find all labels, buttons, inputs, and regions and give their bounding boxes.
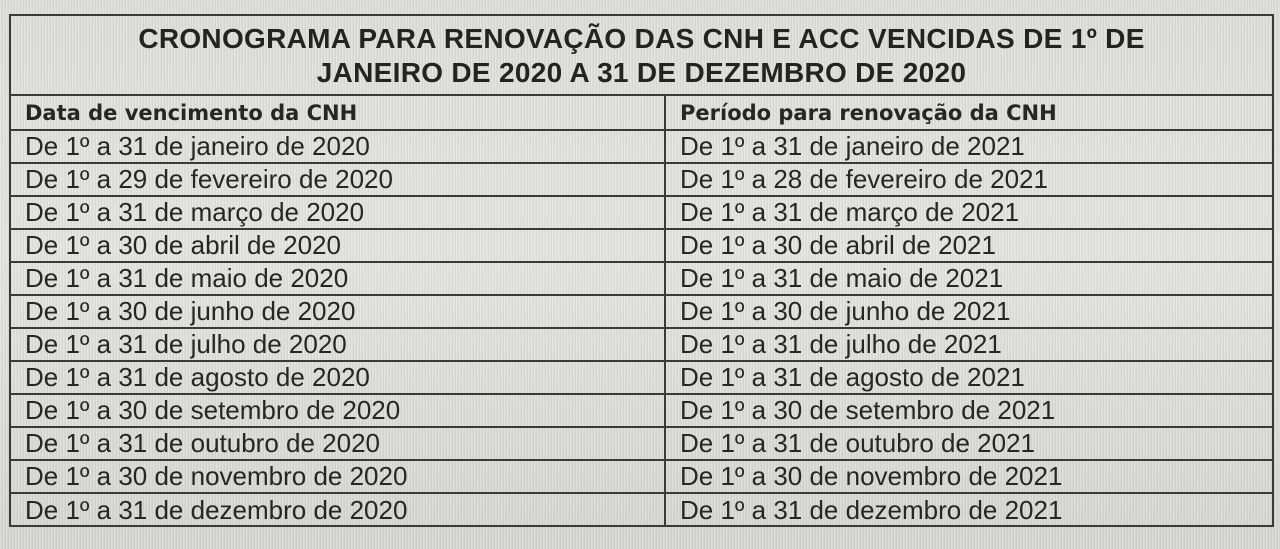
table-row [11, 163, 1272, 196]
table-row [11, 460, 1272, 493]
table-row [11, 427, 1272, 460]
table-header-row [11, 95, 1272, 130]
renewal-schedule-table [11, 94, 1272, 526]
renewal-period-cell: De 1º a 31 de outubro de 2021 [665, 427, 1272, 460]
table-row [11, 130, 1272, 163]
expiry-date-cell: De 1º a 31 de agosto de 2020 [11, 361, 665, 394]
expiry-date-cell: De 1º a 30 de abril de 2020 [11, 229, 665, 262]
column-header-renewal-period: Período para renovação da CNH [665, 95, 1272, 130]
renewal-period-cell: De 1º a 30 de junho de 2021 [665, 295, 1272, 328]
expiry-date-cell: De 1º a 30 de junho de 2020 [11, 295, 665, 328]
expiry-date-cell: De 1º a 31 de dezembro de 2020 [11, 493, 665, 526]
document-title [11, 16, 1272, 94]
renewal-period-cell: De 1º a 31 de julho de 2021 [665, 328, 1272, 361]
renewal-period-cell: De 1º a 31 de janeiro de 2021 [665, 130, 1272, 163]
renewal-period-cell: De 1º a 30 de setembro de 2021 [665, 394, 1272, 427]
table-row [11, 229, 1272, 262]
expiry-date-cell: De 1º a 31 de julho de 2020 [11, 328, 665, 361]
renewal-period-cell: De 1º a 31 de dezembro de 2021 [665, 493, 1272, 526]
table-row [11, 394, 1272, 427]
table-row [11, 493, 1272, 526]
renewal-period-cell: De 1º a 30 de novembro de 2021 [665, 460, 1272, 493]
renewal-period-cell: De 1º a 31 de maio de 2021 [665, 262, 1272, 295]
schedule-frame [9, 14, 1274, 527]
expiry-date-cell: De 1º a 30 de setembro de 2020 [11, 394, 665, 427]
table-row [11, 262, 1272, 295]
expiry-date-cell: De 1º a 30 de novembro de 2020 [11, 460, 665, 493]
expiry-date-cell: De 1º a 31 de março de 2020 [11, 196, 665, 229]
table-row [11, 196, 1272, 229]
expiry-date-cell: De 1º a 29 de fevereiro de 2020 [11, 163, 665, 196]
table-row [11, 328, 1272, 361]
renewal-period-cell: De 1º a 31 de março de 2021 [665, 196, 1272, 229]
renewal-period-cell: De 1º a 30 de abril de 2021 [665, 229, 1272, 262]
expiry-date-cell: De 1º a 31 de outubro de 2020 [11, 427, 665, 460]
title-line-1: CRONOGRAMA PARA RENOVAÇÃO DAS CNH E ACC VENCIDAS DE 1º DE [138, 23, 1145, 54]
renewal-period-cell: De 1º a 28 de fevereiro de 2021 [665, 163, 1272, 196]
title-line-2: JANEIRO DE 2020 A 31 DE DEZEMBRO DE 2020 [316, 57, 967, 88]
renewal-period-cell: De 1º a 31 de agosto de 2021 [665, 361, 1272, 394]
column-header-expiry-date: Data de vencimento da CNH [11, 95, 665, 130]
table-row [11, 295, 1272, 328]
expiry-date-cell: De 1º a 31 de janeiro de 2020 [11, 130, 665, 163]
expiry-date-cell: De 1º a 31 de maio de 2020 [11, 262, 665, 295]
table-row [11, 361, 1272, 394]
